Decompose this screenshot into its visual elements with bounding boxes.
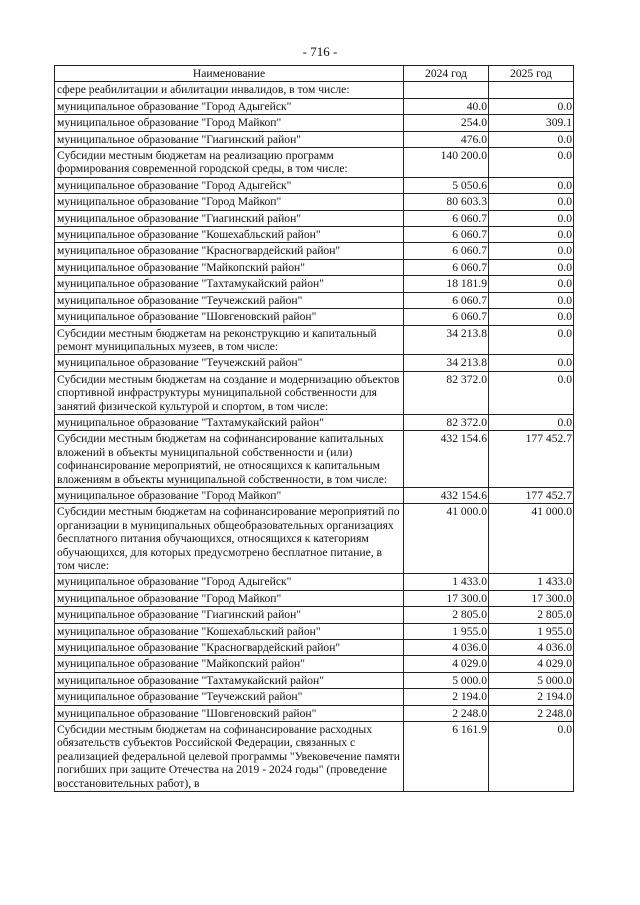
row-value-2024: 82 372.0: [404, 414, 489, 430]
row-value-2024: 6 161.9: [404, 722, 489, 792]
row-value-2025: 177 452.7: [489, 487, 574, 503]
row-name: муниципальное образование "Город Майкоп": [55, 194, 404, 210]
table-row: [55, 607, 574, 623]
row-value-2025: 0.0: [489, 148, 574, 178]
row-value-2025: 2 805.0: [489, 607, 574, 623]
row-value-2025: 4 036.0: [489, 640, 574, 656]
table-row: [55, 276, 574, 292]
table-row: [55, 656, 574, 672]
row-name: муниципальное образование "Гиагинский район": [55, 210, 404, 226]
table-row: [55, 574, 574, 590]
row-name: Субсидии местным бюджетам на реконструкцию и капитальный ремонт муниципальных музеев, в том числе:: [55, 325, 404, 355]
row-value-2024: 34 213.8: [404, 325, 489, 355]
row-value-2024: 2 194.0: [404, 689, 489, 705]
row-name: муниципальное образование "Теучежский район": [55, 292, 404, 308]
row-value-2024: [404, 82, 489, 98]
row-value-2024: 476.0: [404, 131, 489, 147]
row-name: муниципальное образование "Шовгеновский район": [55, 309, 404, 325]
row-value-2024: 1 433.0: [404, 574, 489, 590]
row-name: сфере реабилитации и абилитации инвалидов, в том числе:: [55, 82, 404, 98]
row-name: муниципальное образование "Майкопский район": [55, 259, 404, 275]
row-name: муниципальное образование "Кошехабльский район": [55, 227, 404, 243]
page-number: - 716 -: [302, 44, 338, 59]
table-row: [55, 672, 574, 688]
row-value-2025: 0.0: [489, 243, 574, 259]
table-row: [55, 194, 574, 210]
row-value-2025: 1 433.0: [489, 574, 574, 590]
row-name: муниципальное образование "Кошехабльский район": [55, 623, 404, 639]
row-name: муниципальное образование "Красногвардейский район": [55, 243, 404, 259]
row-name: муниципальное образование "Тахтамукайский район": [55, 672, 404, 688]
row-value-2025: 2 248.0: [489, 705, 574, 721]
table-row: [55, 309, 574, 325]
row-value-2025: 0.0: [489, 355, 574, 371]
row-value-2025: [489, 82, 574, 98]
row-value-2024: 140 200.0: [404, 148, 489, 178]
table-row: [55, 705, 574, 721]
row-name: муниципальное образование "Город Адыгейск": [55, 177, 404, 193]
row-value-2024: 2 805.0: [404, 607, 489, 623]
table-row: [55, 259, 574, 275]
row-value-2025: 2 194.0: [489, 689, 574, 705]
budget-table: [54, 65, 574, 792]
row-value-2025: 309.1: [489, 115, 574, 131]
row-value-2025: 0.0: [489, 371, 574, 414]
row-value-2025: 0.0: [489, 98, 574, 114]
row-name: муниципальное образование "Город Майкоп": [55, 487, 404, 503]
row-value-2024: 6 060.7: [404, 210, 489, 226]
table-row: [55, 131, 574, 147]
row-value-2025: 5 000.0: [489, 672, 574, 688]
row-name: Субсидии местным бюджетам на софинансирование мероприятий по организации в муниципальных общеобразовательных организациях бесплатного питания обучающихся, относящихся к категориям обучающихся, для которых предусмотрено бесплатное питание, в том числе:: [55, 504, 404, 574]
table-header-row: [55, 66, 574, 82]
table-row: [55, 590, 574, 606]
row-value-2024: 5 000.0: [404, 672, 489, 688]
row-value-2024: 80 603.3: [404, 194, 489, 210]
row-value-2024: 6 060.7: [404, 243, 489, 259]
row-value-2025: 0.0: [489, 414, 574, 430]
row-value-2024: 17 300.0: [404, 590, 489, 606]
table-body: [55, 82, 574, 792]
row-value-2025: 0.0: [489, 131, 574, 147]
row-name: муниципальное образование "Город Адыгейск": [55, 98, 404, 114]
row-value-2025: 0.0: [489, 292, 574, 308]
row-name: муниципальное образование "Гиагинский район": [55, 607, 404, 623]
row-value-2024: 2 248.0: [404, 705, 489, 721]
row-value-2025: 0.0: [489, 276, 574, 292]
row-value-2025: 0.0: [489, 194, 574, 210]
row-name: муниципальное образование "Тахтамукайский район": [55, 414, 404, 430]
row-name: Субсидии местным бюджетам на софинансирование расходных обязательств субъектов Российской Федерации, связанных с реализацией федеральной целевой программы "Увековечение памяти погибших при защите Отечества на 2019 - 2024 годы" (проведение восстановительных работ), в: [55, 722, 404, 792]
row-value-2025: 1 955.0: [489, 623, 574, 639]
row-value-2024: 6 060.7: [404, 292, 489, 308]
row-name: муниципальное образование "Шовгеновский район": [55, 705, 404, 721]
table-row: [55, 640, 574, 656]
row-value-2024: 6 060.7: [404, 309, 489, 325]
row-name: муниципальное образование "Тахтамукайский район": [55, 276, 404, 292]
row-name: муниципальное образование "Город Майкоп": [55, 115, 404, 131]
row-name: муниципальное образование "Теучежский район": [55, 355, 404, 371]
row-name: муниципальное образование "Красногвардейский район": [55, 640, 404, 656]
table-row: [55, 98, 574, 114]
row-value-2025: 0.0: [489, 309, 574, 325]
row-value-2024: 34 213.8: [404, 355, 489, 371]
row-value-2024: 1 955.0: [404, 623, 489, 639]
table-row: [55, 487, 574, 503]
table-row: [55, 115, 574, 131]
row-value-2025: 0.0: [489, 325, 574, 355]
row-value-2024: 82 372.0: [404, 371, 489, 414]
table-row: [55, 82, 574, 98]
table-row: [55, 623, 574, 639]
row-value-2024: 40.0: [404, 98, 489, 114]
row-value-2024: 254.0: [404, 115, 489, 131]
table-row: [55, 292, 574, 308]
row-name: Субсидии местным бюджетам на софинансирование капитальных вложений в объекты муниципальной собственности и (или) софинансирование мероприятий, не относящихся к капитальным вложениям в объекты муниципальной собственности, в том числе:: [55, 431, 404, 488]
row-value-2025: 0.0: [489, 210, 574, 226]
table-row: [55, 371, 574, 414]
row-name: Субсидии местным бюджетам на создание и модернизацию объектов спортивной инфраструктуры муниципальной собственности для занятий физической культурой и спортом, в том числе:: [55, 371, 404, 414]
row-value-2025: 0.0: [489, 722, 574, 792]
table-row: [55, 504, 574, 574]
row-value-2025: 0.0: [489, 259, 574, 275]
row-value-2024: 41 000.0: [404, 504, 489, 574]
row-value-2024: 18 181.9: [404, 276, 489, 292]
row-name: муниципальное образование "Майкопский район": [55, 656, 404, 672]
row-value-2024: 4 029.0: [404, 656, 489, 672]
table-row: [55, 355, 574, 371]
row-value-2024: 5 050.6: [404, 177, 489, 193]
row-name: муниципальное образование "Теучежский район": [55, 689, 404, 705]
header-2024: 2024 год: [404, 66, 489, 82]
table-row: [55, 722, 574, 792]
row-value-2024: 6 060.7: [404, 227, 489, 243]
table-row: [55, 325, 574, 355]
row-value-2024: 432 154.6: [404, 487, 489, 503]
row-name: муниципальное образование "Город Майкоп": [55, 590, 404, 606]
header-name: Наименование: [55, 66, 404, 82]
table-row: [55, 414, 574, 430]
table-row: [55, 431, 574, 488]
table-row: [55, 227, 574, 243]
row-value-2024: 6 060.7: [404, 259, 489, 275]
table-row: [55, 177, 574, 193]
row-value-2024: 432 154.6: [404, 431, 489, 488]
row-value-2025: 177 452.7: [489, 431, 574, 488]
table-row: [55, 148, 574, 178]
row-value-2025: 4 029.0: [489, 656, 574, 672]
row-value-2024: 4 036.0: [404, 640, 489, 656]
row-name: муниципальное образование "Гиагинский район": [55, 131, 404, 147]
row-value-2025: 17 300.0: [489, 590, 574, 606]
header-2025: 2025 год: [489, 66, 574, 82]
table-row: [55, 210, 574, 226]
table-row: [55, 689, 574, 705]
table-row: [55, 243, 574, 259]
row-name: муниципальное образование "Город Адыгейск": [55, 574, 404, 590]
row-value-2025: 41 000.0: [489, 504, 574, 574]
row-value-2025: 0.0: [489, 177, 574, 193]
row-value-2025: 0.0: [489, 227, 574, 243]
row-name: Субсидии местным бюджетам на реализацию программ формирования современной городской среды, в том числе:: [55, 148, 404, 178]
